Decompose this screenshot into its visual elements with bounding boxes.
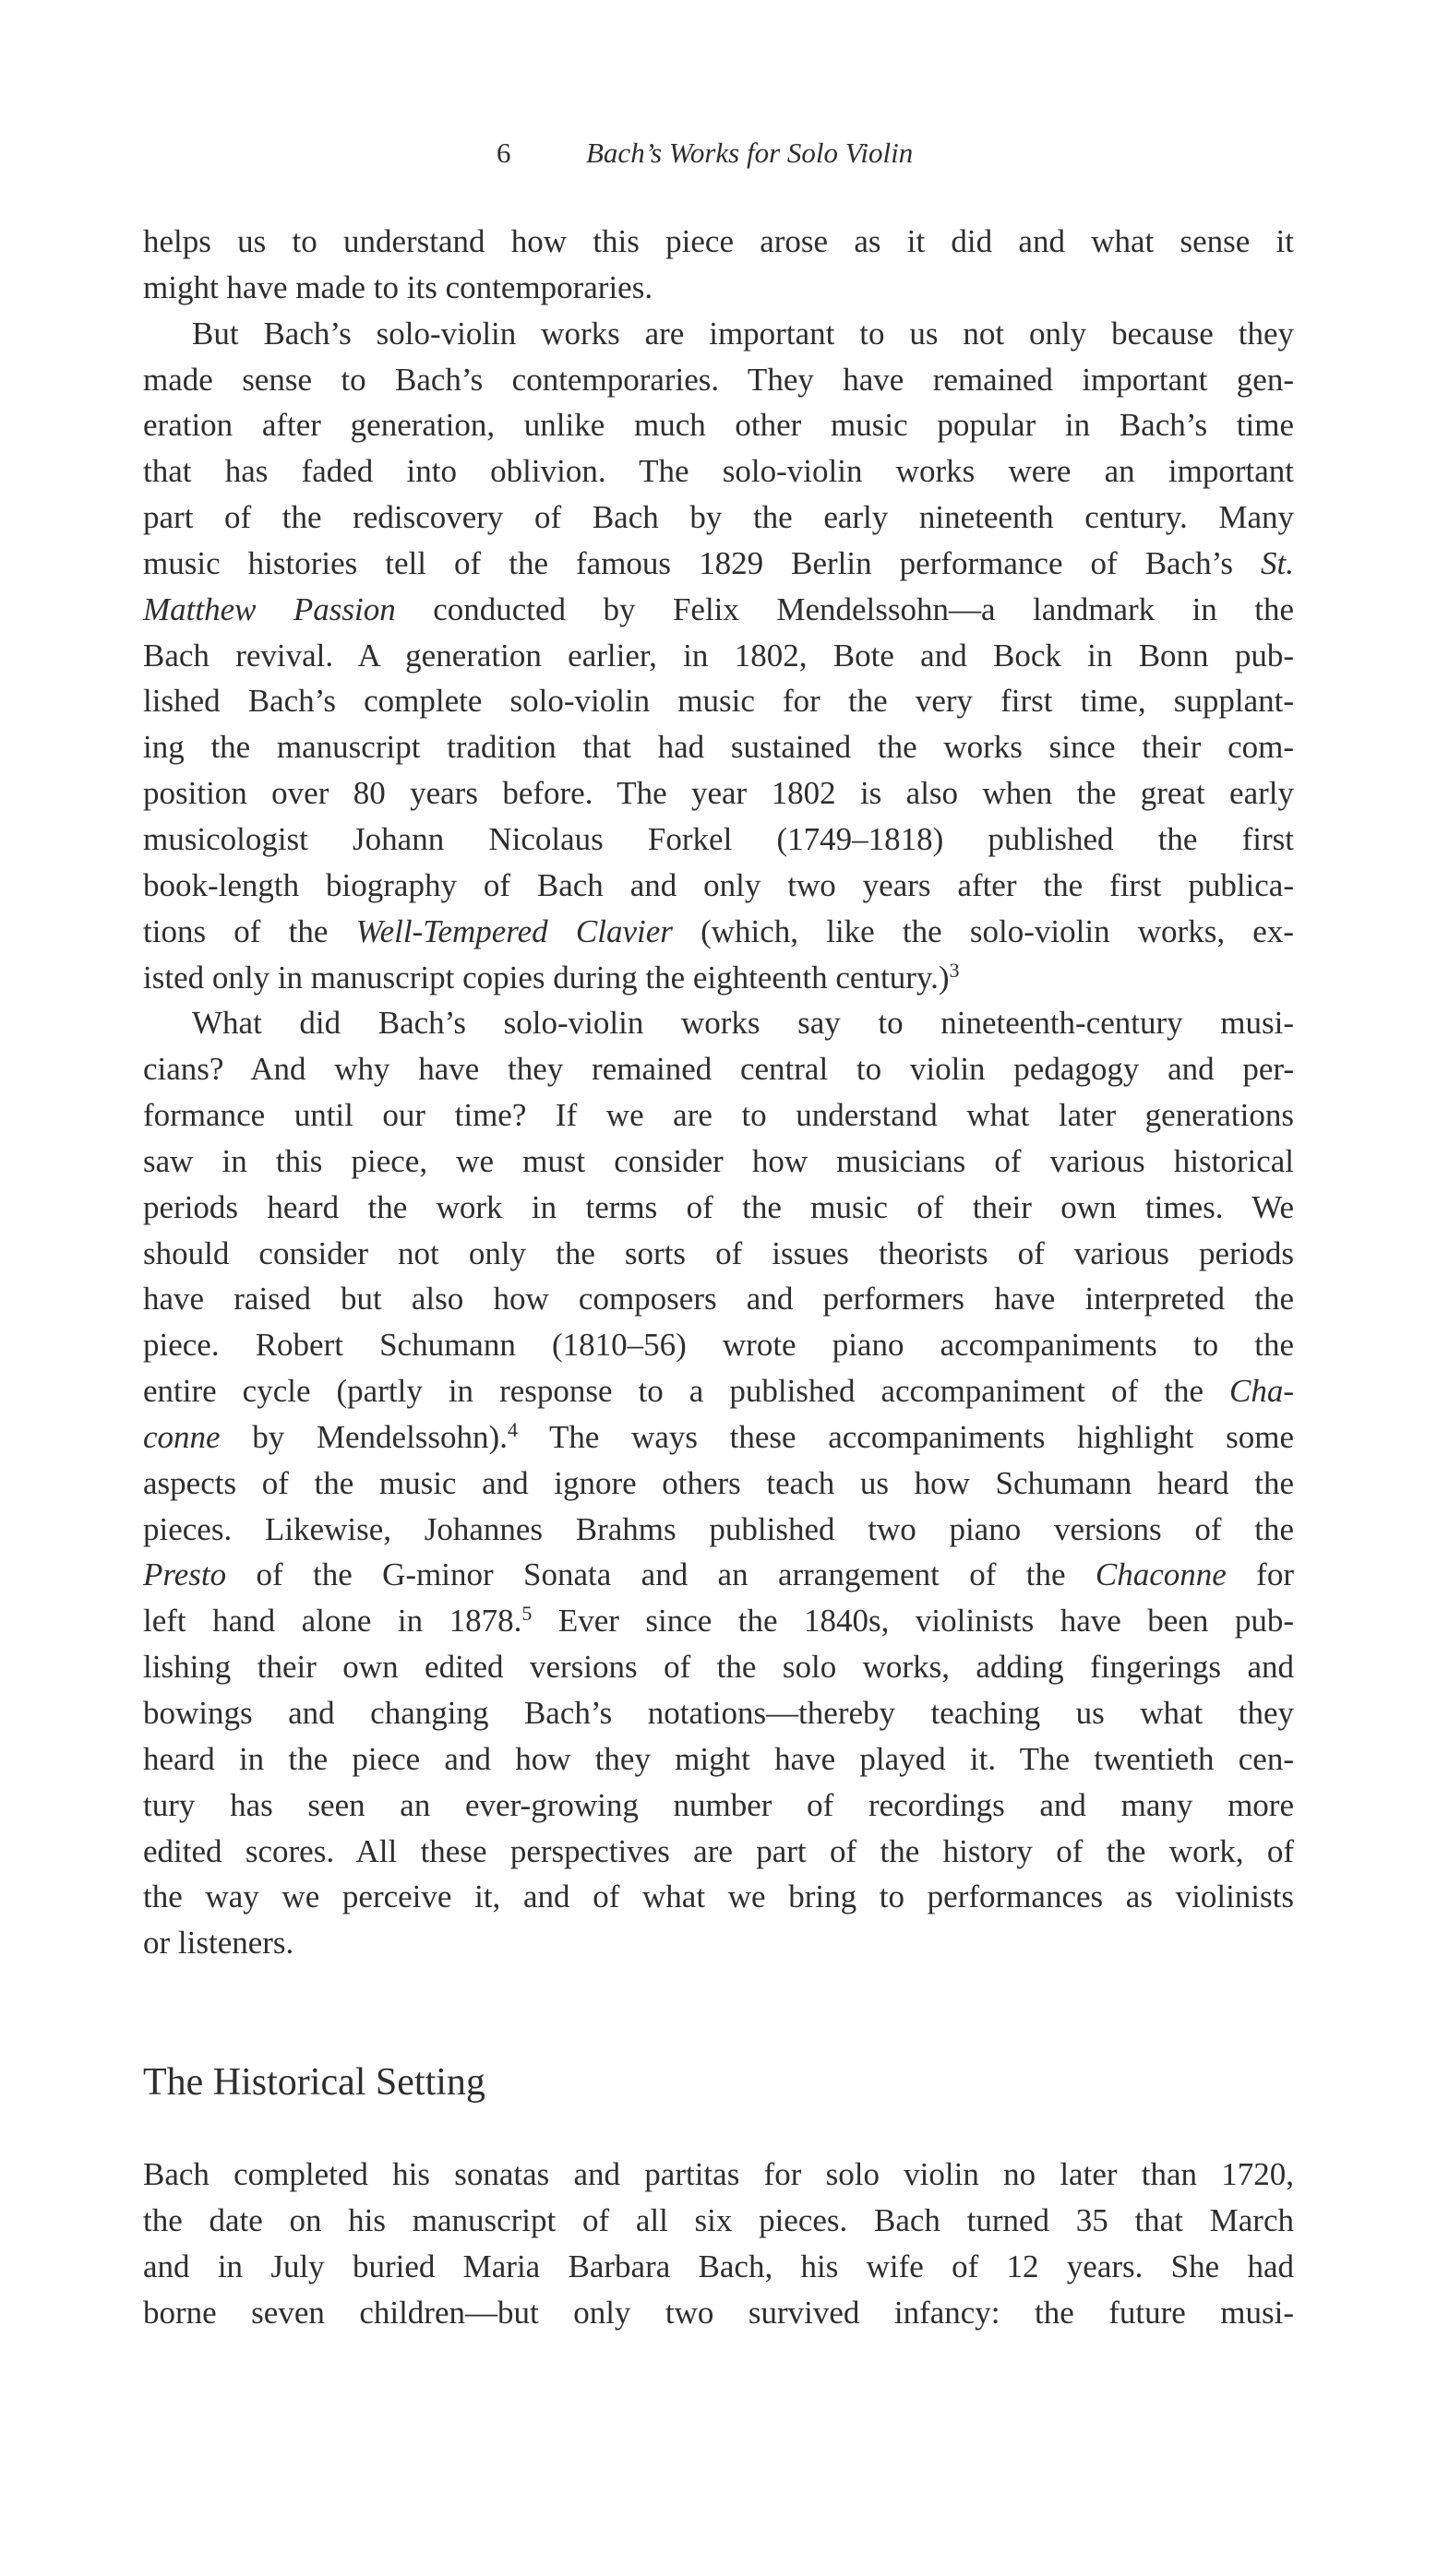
text-line <box>143 1829 1294 1875</box>
text-line <box>143 863 1294 909</box>
text-run: bowings and changing Bach’s notations—thereby teaching us what they <box>143 1695 1294 1731</box>
page-number: 6 <box>497 137 511 169</box>
text-line <box>143 724 1294 770</box>
text-line <box>143 1736 1294 1783</box>
text-run: and in July buried Maria Barbara Bach, his wife of 12 years. She had <box>143 2248 1294 2284</box>
text-run: position over 80 years before. The year 1802 is also when the great early <box>143 775 1294 812</box>
text-line <box>143 1874 1294 1920</box>
text-run: of the G-minor Sonata and an arrangement of the <box>226 1556 1096 1593</box>
text-run: helps us to understand how this piece arose as it did and what sense it <box>143 223 1294 259</box>
text-line <box>143 1231 1294 1277</box>
text-line <box>143 219 1294 265</box>
italic-title: Cha- <box>1229 1373 1294 1410</box>
text-line <box>143 1552 1294 1598</box>
text-line <box>143 1414 1294 1461</box>
text-line <box>143 817 1294 863</box>
text-line <box>143 2198 1294 2244</box>
running-head <box>0 133 1437 173</box>
text-run: might have made to its contemporaries. <box>143 268 653 305</box>
text-run: part of the rediscovery of Bach by the early nineteenth century. Many <box>143 499 1294 536</box>
running-head-title: Bach’s Works for Solo Violin <box>586 137 914 169</box>
text-run: the way we perceive it, and of what we bring to performances as violinists <box>143 1878 1294 1915</box>
text-line <box>143 770 1294 817</box>
text-line <box>143 1690 1294 1736</box>
text-run: piece. Robert Schumann (1810–56) wrote piano accompaniments to the <box>143 1327 1294 1364</box>
text-line <box>143 1783 1294 1829</box>
footnote-marker: 3 <box>949 958 960 982</box>
text-line <box>143 495 1294 541</box>
text-line <box>143 311 1294 357</box>
italic-title: conne <box>143 1418 221 1455</box>
paragraph <box>143 1000 1294 1966</box>
paragraph <box>143 311 1294 1001</box>
text-line <box>143 265 1294 311</box>
text-run: pieces. Likewise, Johannes Brahms published two piano versions of the <box>143 1510 1294 1547</box>
text-run: heard in the piece and how they might have played it. The twentieth cen- <box>143 1740 1294 1777</box>
text-run: made sense to Bach’s contemporaries. They have remained important gen- <box>143 361 1294 398</box>
text-line <box>143 1092 1294 1139</box>
text-run: formance until our time? If we are to understand what later generations <box>143 1097 1294 1134</box>
text-run: Ever since the 1840s, violinists have been pub- <box>532 1603 1294 1640</box>
italic-title: Matthew Passion <box>143 590 396 627</box>
text-run: What did Bach’s solo-violin works say to nineteenth-century musi- <box>192 1005 1294 1042</box>
text-line <box>143 1598 1294 1644</box>
text-run: music histories tell of the famous 1829 Berlin performance of Bach’s <box>143 544 1262 581</box>
text-line <box>143 1644 1294 1690</box>
footnote-marker: 4 <box>507 1417 518 1441</box>
text-line <box>143 541 1294 587</box>
text-run: Bach completed his sonatas and partitas for solo violin no later than 1720, <box>143 2156 1294 2192</box>
text-line <box>143 2290 1294 2336</box>
text-line <box>143 1000 1294 1046</box>
text-run: (which, like the solo-violin works, ex- <box>672 912 1294 949</box>
text-run: the date on his manuscript of all six pieces. Bach turned 35 that March <box>143 2201 1294 2238</box>
text-run: Bach revival. A generation earlier, in 1802, Bote and Bock in Bonn pub- <box>143 637 1294 674</box>
text-run: that has faded into oblivion. The solo-violin works were an important <box>143 453 1294 490</box>
text-run: musicologist Johann Nicolaus Forkel (1749–1818) published the first <box>143 820 1294 857</box>
text-line <box>143 1920 1294 1966</box>
text-run: tions of the <box>143 912 356 949</box>
text-run: entire cycle (partly in response to a published accompaniment of the <box>143 1373 1229 1410</box>
text-line <box>143 1139 1294 1185</box>
text-run: edited scores. All these perspectives are part of the history of the work, of <box>143 1832 1294 1869</box>
italic-title: Chaconne <box>1095 1556 1227 1593</box>
italic-title: Well-Tempered Clavier <box>355 912 673 949</box>
text-run: tury has seen an ever-growing number of recordings and many more <box>143 1786 1294 1823</box>
text-line <box>143 1185 1294 1231</box>
body-text-section-2 <box>143 2152 1294 2335</box>
text-line <box>143 1322 1294 1368</box>
text-line <box>143 955 1294 1001</box>
text-run: borne seven children—but only two survived infancy: the future musi- <box>143 2294 1294 2331</box>
text-run: saw in this piece, we must consider how musicians of various historical <box>143 1142 1294 1179</box>
text-line <box>143 1507 1294 1553</box>
text-line <box>143 909 1294 955</box>
footnote-marker: 5 <box>521 1602 533 1626</box>
text-line <box>143 448 1294 495</box>
text-run: have raised but also how composers and performers have interpreted the <box>143 1281 1294 1318</box>
text-run: eration after generation, unlike much other music popular in Bach’s time <box>143 407 1294 444</box>
text-run: ing the manuscript tradition that had sustained the works since their com- <box>143 729 1294 766</box>
italic-title: Presto <box>143 1556 227 1593</box>
text-run: cians? And why have they remained central to violin pedagogy and per- <box>143 1051 1294 1088</box>
text-run: lished Bach’s complete solo-violin music for the very first time, supplant- <box>143 683 1294 720</box>
text-line <box>143 587 1294 633</box>
paragraph <box>143 219 1294 311</box>
text-run: book-length biography of Bach and only two years after the first publica- <box>143 866 1294 903</box>
paragraph <box>143 2152 1294 2335</box>
section-heading: The Historical Setting <box>143 2061 485 2104</box>
text-line <box>143 1276 1294 1322</box>
text-run: conducted by Felix Mendelssohn—a landmark in the <box>395 590 1295 627</box>
text-run: by Mendelssohn). <box>220 1418 508 1455</box>
text-run: left hand alone in 1878. <box>143 1603 522 1640</box>
text-line <box>143 357 1294 403</box>
text-line <box>143 633 1294 679</box>
body-text-section-1 <box>143 219 1294 1966</box>
text-line <box>143 2244 1294 2290</box>
text-run: for <box>1226 1556 1294 1593</box>
text-run: aspects of the music and ignore others teach us how Schumann heard the <box>143 1464 1294 1501</box>
text-line <box>143 678 1294 724</box>
text-run: periods heard the work in terms of the music of their own times. We <box>143 1188 1294 1225</box>
text-run: isted only in manuscript copies during the eighteenth century.) <box>143 959 950 996</box>
italic-title: St. <box>1261 544 1294 581</box>
text-line <box>143 1461 1294 1507</box>
text-run: The ways these accompaniments highlight some <box>517 1418 1295 1455</box>
text-line <box>143 402 1294 448</box>
text-line <box>143 2152 1294 2198</box>
text-line <box>143 1046 1294 1092</box>
text-run: lishing their own edited versions of the solo works, adding fingerings and <box>143 1649 1294 1686</box>
text-line <box>143 1368 1294 1414</box>
text-run: should consider not only the sorts of issues theorists of various periods <box>143 1234 1294 1271</box>
text-run: or listeners. <box>143 1925 294 1962</box>
text-run: But Bach’s solo-violin works are important to us not only because they <box>192 315 1294 352</box>
